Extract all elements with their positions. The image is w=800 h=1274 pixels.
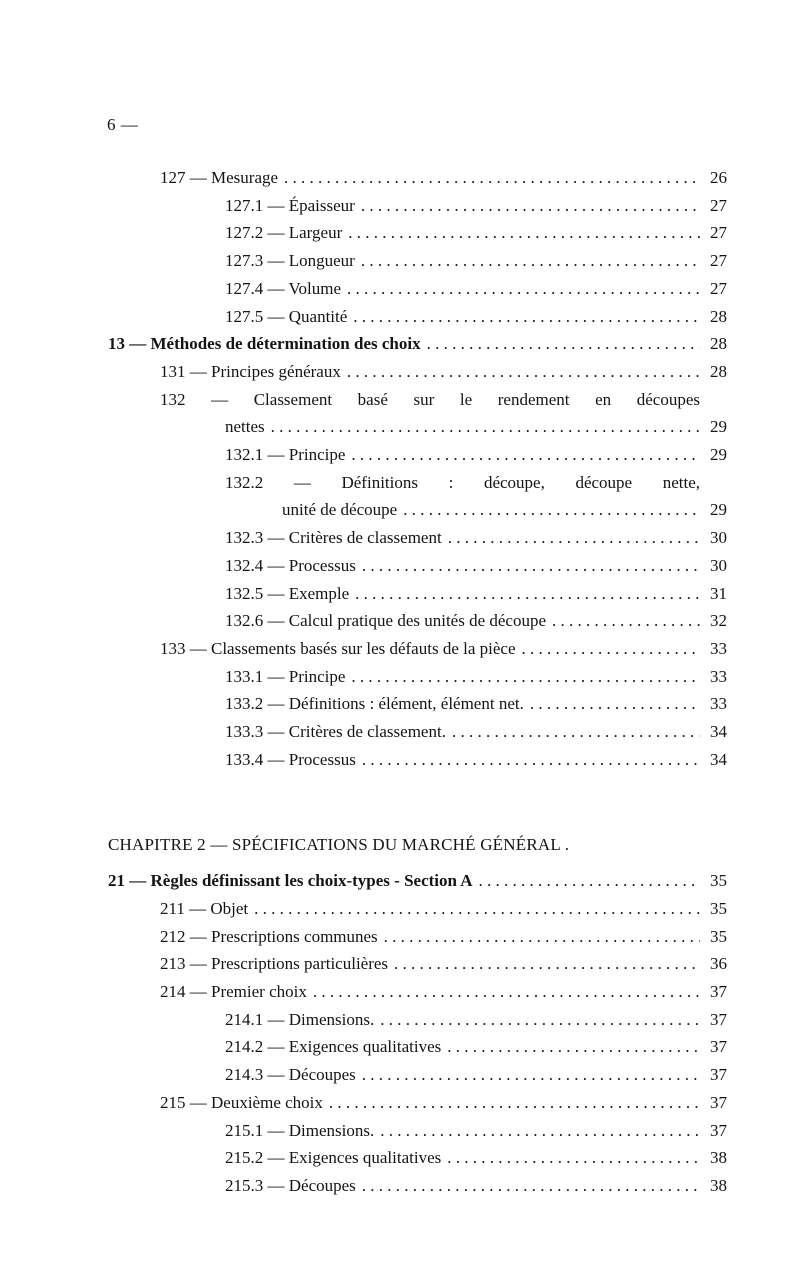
toc-entry-row — [108, 330, 740, 358]
toc-entry-page: 30 — [710, 528, 727, 548]
toc-entry — [108, 330, 740, 358]
toc-entry-label: 127.5 — Quantité — [225, 306, 348, 326]
toc-entry-label: 132.3 — Critères de classement — [225, 528, 442, 548]
dot-leader — [271, 413, 700, 441]
toc-entry-row — [108, 718, 740, 746]
toc-entry — [108, 1006, 740, 1034]
toc-entry — [108, 552, 740, 580]
dot-leader — [362, 1172, 700, 1200]
toc-entry-row — [108, 1172, 740, 1200]
toc-entry-page: 27 — [710, 278, 727, 298]
dot-leader — [351, 663, 700, 691]
dot-leader — [530, 690, 700, 718]
dot-leader — [348, 219, 700, 247]
dot-leader — [448, 524, 700, 552]
toc-entry-page: 37 — [710, 981, 727, 1001]
toc-entry-label: 215.3 — Découpes — [225, 1175, 356, 1195]
toc-entry — [108, 469, 740, 524]
dot-leader — [552, 607, 700, 635]
toc-entry — [108, 1144, 740, 1172]
toc-entry-label: 214.2 — Exigences qualitatives — [225, 1037, 442, 1057]
toc-entry-label: 133.2 — Définitions : élément, élément net. — [225, 694, 524, 714]
toc-entry — [108, 1172, 740, 1200]
toc-entry-row — [108, 950, 740, 978]
toc-entry-label: 215 — Deuxième choix — [160, 1092, 323, 1112]
chapter-heading: CHAPITRE 2 — SPÉCIFICATIONS DU MARCHÉ GÉNÉRAL . — [108, 835, 570, 855]
toc-entry — [108, 950, 740, 978]
toc-entry-page: 35 — [710, 926, 727, 946]
dot-leader — [347, 358, 700, 386]
toc-entry — [108, 386, 740, 441]
toc-entry-row — [108, 1144, 740, 1172]
toc-entry — [108, 746, 740, 774]
toc-entry — [108, 663, 740, 691]
toc-entry — [108, 1061, 740, 1089]
toc-entry — [108, 718, 740, 746]
toc-entry-row — [108, 1033, 740, 1061]
toc-entry — [108, 895, 740, 923]
dot-leader — [362, 1061, 700, 1089]
toc-entry-row — [108, 923, 740, 951]
toc-entry-row — [108, 524, 740, 552]
toc-entry-label: 133.3 — Critères de classement. — [225, 722, 446, 742]
toc-entry-page: 27 — [710, 251, 727, 271]
dot-leader — [347, 275, 700, 303]
toc-entry-page: 38 — [710, 1175, 727, 1195]
toc-entry-label: 214 — Premier choix — [160, 981, 307, 1001]
toc-entry — [108, 1089, 740, 1117]
toc-entry-row — [108, 247, 740, 275]
toc-entry-label: 21 — Règles définissant les choix-types - Section A — [108, 871, 473, 891]
toc-entry — [108, 978, 740, 1006]
toc-entry-page: 37 — [710, 1120, 727, 1140]
toc-entry — [108, 690, 740, 718]
toc-entry-label: 214.3 — Découpes — [225, 1065, 356, 1085]
toc-entry — [108, 1117, 740, 1145]
toc-entry-row — [108, 867, 740, 895]
toc-entry — [108, 1033, 740, 1061]
toc-entry-row — [108, 978, 740, 1006]
toc-entry-page: 38 — [710, 1148, 727, 1168]
toc-entry-label: 215.1 — Dimensions. — [225, 1120, 375, 1140]
dot-leader — [427, 330, 700, 358]
toc-entry — [108, 524, 740, 552]
toc-entry-row — [108, 219, 740, 247]
dot-leader — [403, 496, 700, 524]
toc-entry-page: 27 — [710, 195, 727, 215]
dot-leader — [452, 718, 700, 746]
toc-entry-continuation: nettes — [225, 417, 265, 437]
dot-leader — [361, 247, 700, 275]
toc-entry — [108, 192, 740, 220]
dot-leader — [380, 1006, 700, 1034]
dot-leader — [353, 303, 700, 331]
toc-entry-row — [108, 303, 740, 331]
toc-entry-page: 30 — [710, 555, 727, 575]
toc-entry-row — [108, 275, 740, 303]
toc-entry — [108, 358, 740, 386]
toc-entry-label: 127.2 — Largeur — [225, 223, 343, 243]
dot-leader — [351, 441, 700, 469]
toc-entry-row — [108, 441, 740, 469]
toc-entry — [108, 247, 740, 275]
toc-entry-page: 29 — [710, 417, 727, 437]
toc-entry-label: 127 — Mesurage — [160, 168, 279, 187]
toc-entry-page: 28 — [710, 306, 727, 326]
toc-entry-page: 37 — [710, 1065, 727, 1085]
dot-leader — [447, 1033, 700, 1061]
toc-entry-row — [108, 1089, 740, 1117]
toc-entry-label: 132 — Classement basé sur le rendement en découpes — [160, 389, 700, 409]
toc-entry-label: 132.6 — Calcul pratique des unités de découpe — [225, 611, 547, 631]
dot-leader — [313, 978, 700, 1006]
toc-entry-label: 133 — Classements basés sur les défauts de la pièce — [160, 638, 516, 658]
toc-entry-page: 28 — [710, 361, 727, 381]
toc-entry — [108, 164, 740, 192]
dot-leader — [362, 552, 700, 580]
dot-leader — [284, 164, 700, 192]
toc-entry-page: 37 — [710, 1037, 727, 1057]
toc-entry-row — [108, 1061, 740, 1089]
toc-entry — [108, 923, 740, 951]
toc-entry-row — [108, 192, 740, 220]
dot-leader — [254, 895, 700, 923]
dot-leader — [329, 1089, 700, 1117]
toc-entry-label: 213 — Prescriptions particulières — [160, 954, 389, 974]
dot-leader — [362, 746, 700, 774]
toc-entry-row — [108, 746, 740, 774]
dot-leader — [380, 1117, 700, 1145]
toc-entry-row — [108, 895, 740, 923]
dot-leader — [479, 867, 700, 895]
toc-entry-continuation-row — [108, 413, 740, 441]
toc-entry-page: 32 — [710, 611, 727, 631]
toc-entry-label: 132.2 — Définitions : découpe, découpe nette, — [225, 472, 700, 492]
toc-entry-row — [108, 635, 740, 663]
toc-entry-page: 31 — [710, 583, 727, 603]
toc-entry-page: 28 — [710, 334, 727, 354]
toc-entry-page: 34 — [710, 749, 727, 769]
toc-entry-page: 33 — [710, 694, 727, 714]
toc-entry-label: 215.2 — Exigences qualitatives — [225, 1148, 442, 1168]
toc-entry-label: 127.3 — Longueur — [225, 251, 355, 271]
toc-entry-label: 212 — Prescriptions communes — [160, 926, 378, 946]
toc-entry-label: 132.5 — Exemple — [225, 583, 350, 603]
toc-entry-label: 214.1 — Dimensions. — [225, 1009, 375, 1029]
dot-leader — [384, 923, 700, 951]
toc-entry-label: 131 — Principes généraux — [160, 361, 341, 381]
toc-entry-label: 211 — Objet — [160, 898, 249, 918]
toc-entry-page: 27 — [710, 223, 727, 243]
toc-entry-row — [108, 607, 740, 635]
toc-entry-row — [108, 690, 740, 718]
toc-entry — [108, 635, 740, 663]
toc-entry-row — [108, 580, 740, 608]
toc-entry-label: 127.4 — Volume — [225, 278, 342, 298]
toc-entry-row — [108, 552, 740, 580]
toc-entry-continuation-row — [108, 496, 740, 524]
dot-leader — [522, 635, 701, 663]
toc-entry-page: 34 — [710, 722, 727, 742]
toc-entry-row — [108, 164, 740, 192]
toc-entry-row — [108, 358, 740, 386]
toc-entry — [108, 303, 740, 331]
page-number-folio: 6 — — [107, 115, 139, 134]
toc-entry-label: 132.1 — Principe — [225, 445, 346, 465]
dot-leader — [447, 1144, 700, 1172]
toc-entry-row — [108, 663, 740, 691]
toc-entry-label: 133.4 — Processus — [225, 749, 356, 769]
toc-entry-continuation: unité de découpe — [282, 500, 398, 520]
toc-entry-page: 36 — [710, 954, 727, 974]
toc-entry — [108, 219, 740, 247]
toc-entry-page: 29 — [710, 445, 727, 465]
toc-entry — [108, 580, 740, 608]
toc-entry-page: 37 — [710, 1009, 727, 1029]
dot-leader — [361, 192, 700, 220]
toc-entry-page: 26 — [710, 168, 727, 187]
toc-entry-page: 35 — [710, 898, 727, 918]
toc-entry-label: 132.4 — Processus — [225, 555, 356, 575]
toc-entry — [108, 867, 740, 895]
dot-leader — [394, 950, 700, 978]
toc-entry — [108, 275, 740, 303]
toc-entry-page: 29 — [710, 500, 727, 520]
toc-entry-label: 133.1 — Principe — [225, 666, 346, 686]
toc-entry-page: 33 — [710, 638, 727, 658]
toc-entry-row — [108, 1117, 740, 1145]
toc-entry-page: 33 — [710, 666, 727, 686]
toc — [108, 164, 740, 1200]
toc-entry-label: 13 — Méthodes de détermination des choix — [108, 334, 421, 354]
toc-entry — [108, 441, 740, 469]
toc-entry-row — [108, 1006, 740, 1034]
toc-entry-page: 37 — [710, 1092, 727, 1112]
toc-entry-page: 35 — [710, 871, 727, 891]
dot-leader — [355, 580, 700, 608]
toc-entry — [108, 607, 740, 635]
toc-entry-label: 127.1 — Épaisseur — [225, 195, 355, 215]
